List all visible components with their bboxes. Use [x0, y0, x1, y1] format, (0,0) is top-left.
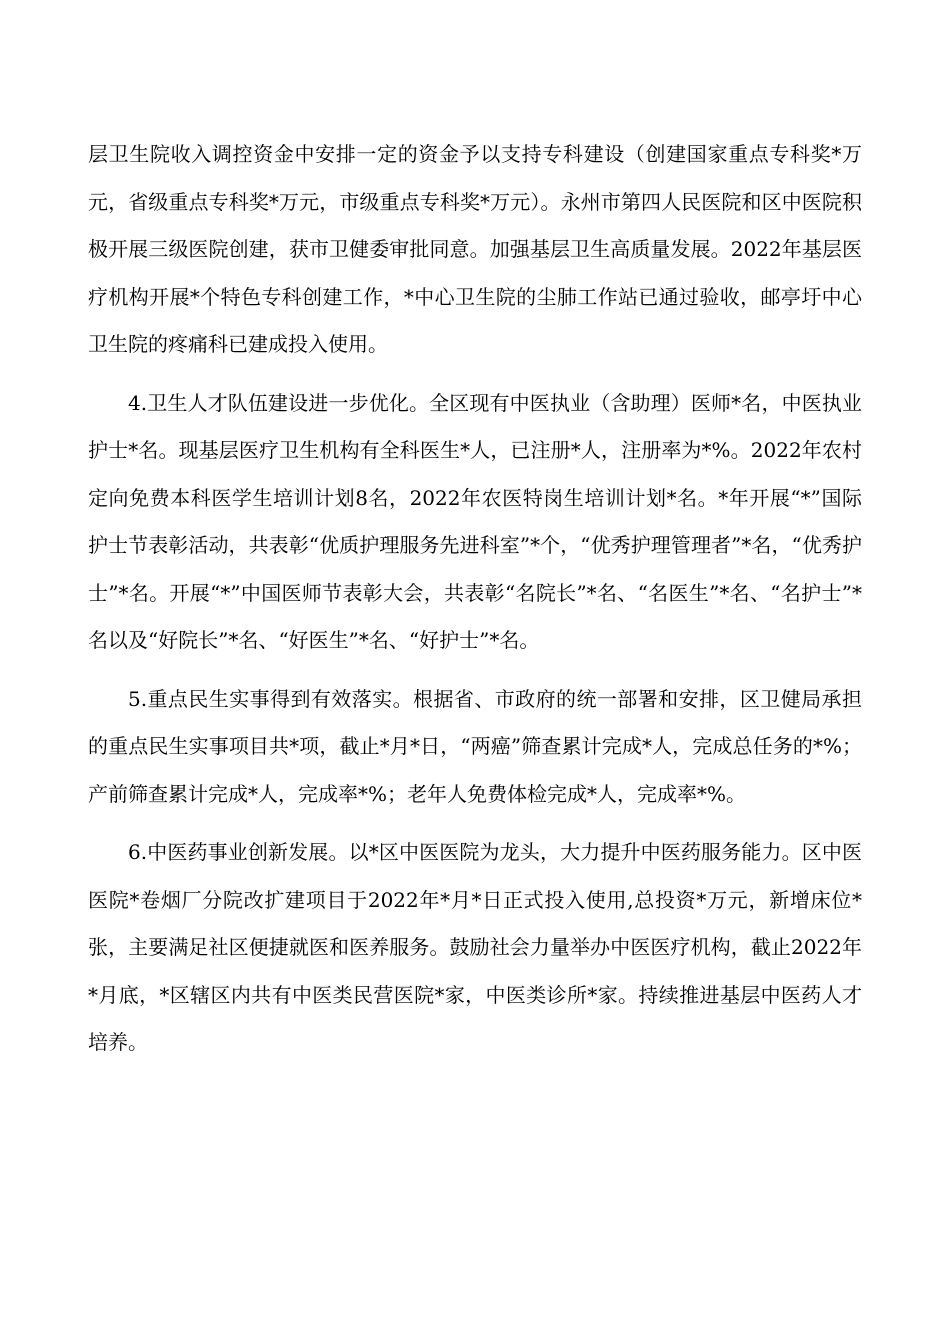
- paragraph-tcm-development: 6.中医药事业创新发展。以*区中医医院为龙头，大力提升中医药服务能力。区中医医院*卷烟厂分院改扩建项目于2022年*月*日正式投入使用,总投资*万元，新增床位*张，主要满足社区便捷就医和医养服务。鼓励社会力量举办中医医疗机构，截止2022年*月底，*区辖区内共有中医类民营医院*家，中医类诊所*家。持续推进基层中医药人才培养。: [88, 840, 862, 1054]
- document-body: [88, 131, 862, 1078]
- paragraph-continuation: 层卫生院收入调控资金中安排一定的资金予以支持专科建设（创建国家重点专科奖*万元，省级重点专科奖*万元，市级重点专科奖*万元）。永州市第四人民医院和区中医院积极开展三级医院创建，获市卫健委审批同意。加强基层卫生高质量发展。2022年基层医疗机构开展*个特色专科创建工作，*中心卫生院的尘肺工作站已通过验收，邮亭圩中心卫生院的疼痛科已建成投入使用。: [88, 142, 862, 356]
- paragraph-talent-team: 4.卫生人才队伍建设进一步优化。全区现有中医执业（含助理）医师*名，中医执业护士*名。现基层医疗卫生机构有全科医生*人，已注册*人，注册率为*%。2022年农村定向免费本科医学生培训计划8名，2022年农医特岗生培训计划*名。*年开展“*”国际护士节表彰活动，共表彰“优质护理服务先进科室”*个，“优秀护理管理者”*名，“优秀护士”*名。开展“*”中国医师节表彰大会，共表彰“名院长”*名、“名医生”*名、“名护士”*名以及“好院长”*名、“好医生”*名、“好护士”*名。: [88, 390, 862, 652]
- paragraph-livelihood-projects: 5.重点民生实事得到有效落实。根据省、市政府的统一部署和安排，区卫健局承担的重点民生实事项目共*项，截止*月*日，“两癌”筛查累计完成*人，完成总任务的*%；产前筛查累计完成*人，完成率*%；老年人免费体检完成*人，完成率*%。: [88, 686, 862, 806]
